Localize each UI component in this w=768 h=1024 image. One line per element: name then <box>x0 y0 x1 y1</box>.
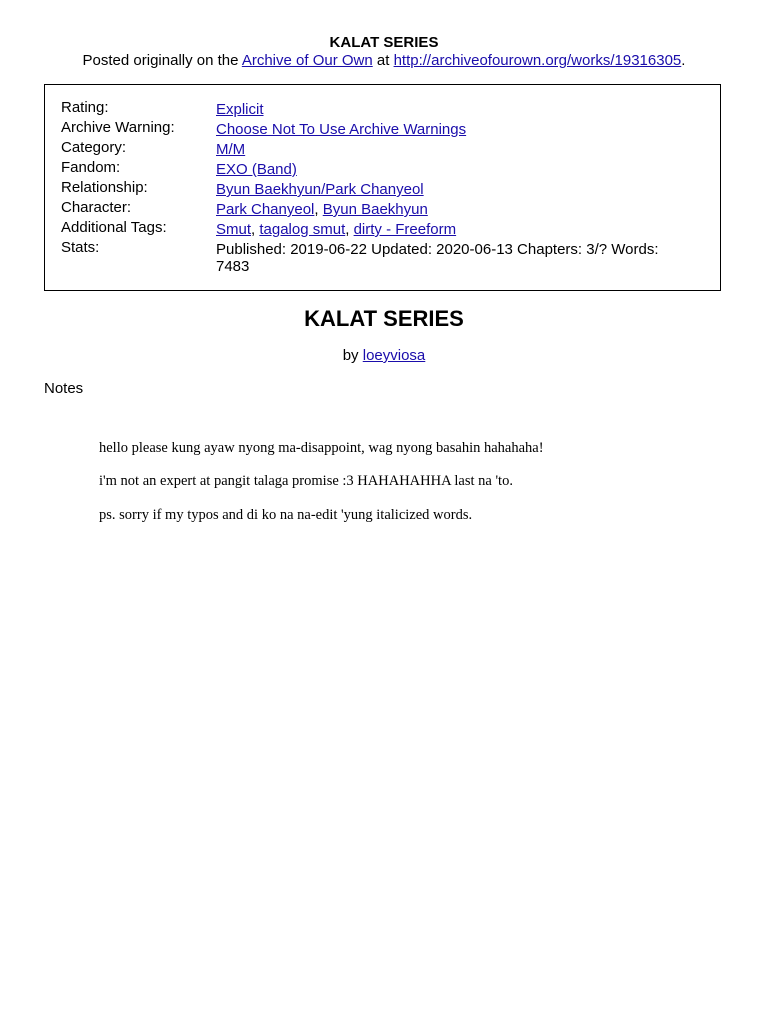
work-metadata-box <box>44 84 721 291</box>
fandom-label: Fandom: <box>61 159 121 176</box>
tags-label: Additional Tags: <box>61 219 167 236</box>
relationship-label: Relationship: <box>61 179 148 196</box>
warning-link[interactable]: Choose Not To Use Archive Warnings <box>216 121 467 138</box>
stats-label: Stats: <box>61 239 100 256</box>
category-label: Category: <box>61 139 127 156</box>
posted-middle: at <box>376 52 390 69</box>
work-url-link[interactable]: http://archiveofourown.org/works/19316305 <box>393 52 682 69</box>
posted-prefix: Posted originally on the <box>82 52 239 69</box>
work-title: KALAT SERIES <box>304 306 464 331</box>
separator: , <box>345 221 350 238</box>
relationship-link[interactable]: Byun Baekhyun/Park Chanyeol <box>216 181 424 198</box>
character-link[interactable]: Byun Baekhyun <box>322 201 428 218</box>
posted-suffix: . <box>681 52 686 69</box>
tag-link[interactable]: dirty - Freeform <box>353 221 457 238</box>
byline <box>0 347 768 364</box>
fandom-link[interactable]: EXO (Band) <box>216 161 297 178</box>
character-link[interactable]: Park Chanyeol <box>216 201 315 218</box>
note-paragraph: hello please kung ayaw nyong ma-disappoint, wag nyong basahin hahahaha! <box>99 440 544 456</box>
warning-label: Archive Warning: <box>61 119 175 136</box>
note-paragraph: ps. sorry if my typos and di ko na na-edit 'yung italicized words. <box>99 507 473 523</box>
separator: , <box>251 221 256 238</box>
by-prefix: by <box>342 347 359 364</box>
author-link[interactable]: loeyviosa <box>362 347 426 364</box>
tag-link[interactable]: Smut <box>216 221 252 238</box>
archive-link[interactable]: Archive of Our Own <box>241 52 373 69</box>
rating-link[interactable]: Explicit <box>216 101 264 118</box>
document-header-title: KALAT SERIES <box>329 34 439 51</box>
category-link[interactable]: M/M <box>216 141 246 158</box>
posted-originally-line <box>0 52 768 69</box>
stats-value: Published: 2019-06-22 Updated: 2020-06-13 Chapters: 3/? Words: 7483 <box>216 241 659 275</box>
tag-link[interactable]: tagalog smut <box>259 221 346 238</box>
character-label: Character: <box>61 199 132 216</box>
separator: , <box>314 201 319 218</box>
rating-label: Rating: <box>61 99 109 116</box>
note-paragraph: i'm not an expert at pangit talaga promise :3 HAHAHAHHA last na 'to. <box>99 473 513 489</box>
notes-heading: Notes <box>44 380 84 397</box>
